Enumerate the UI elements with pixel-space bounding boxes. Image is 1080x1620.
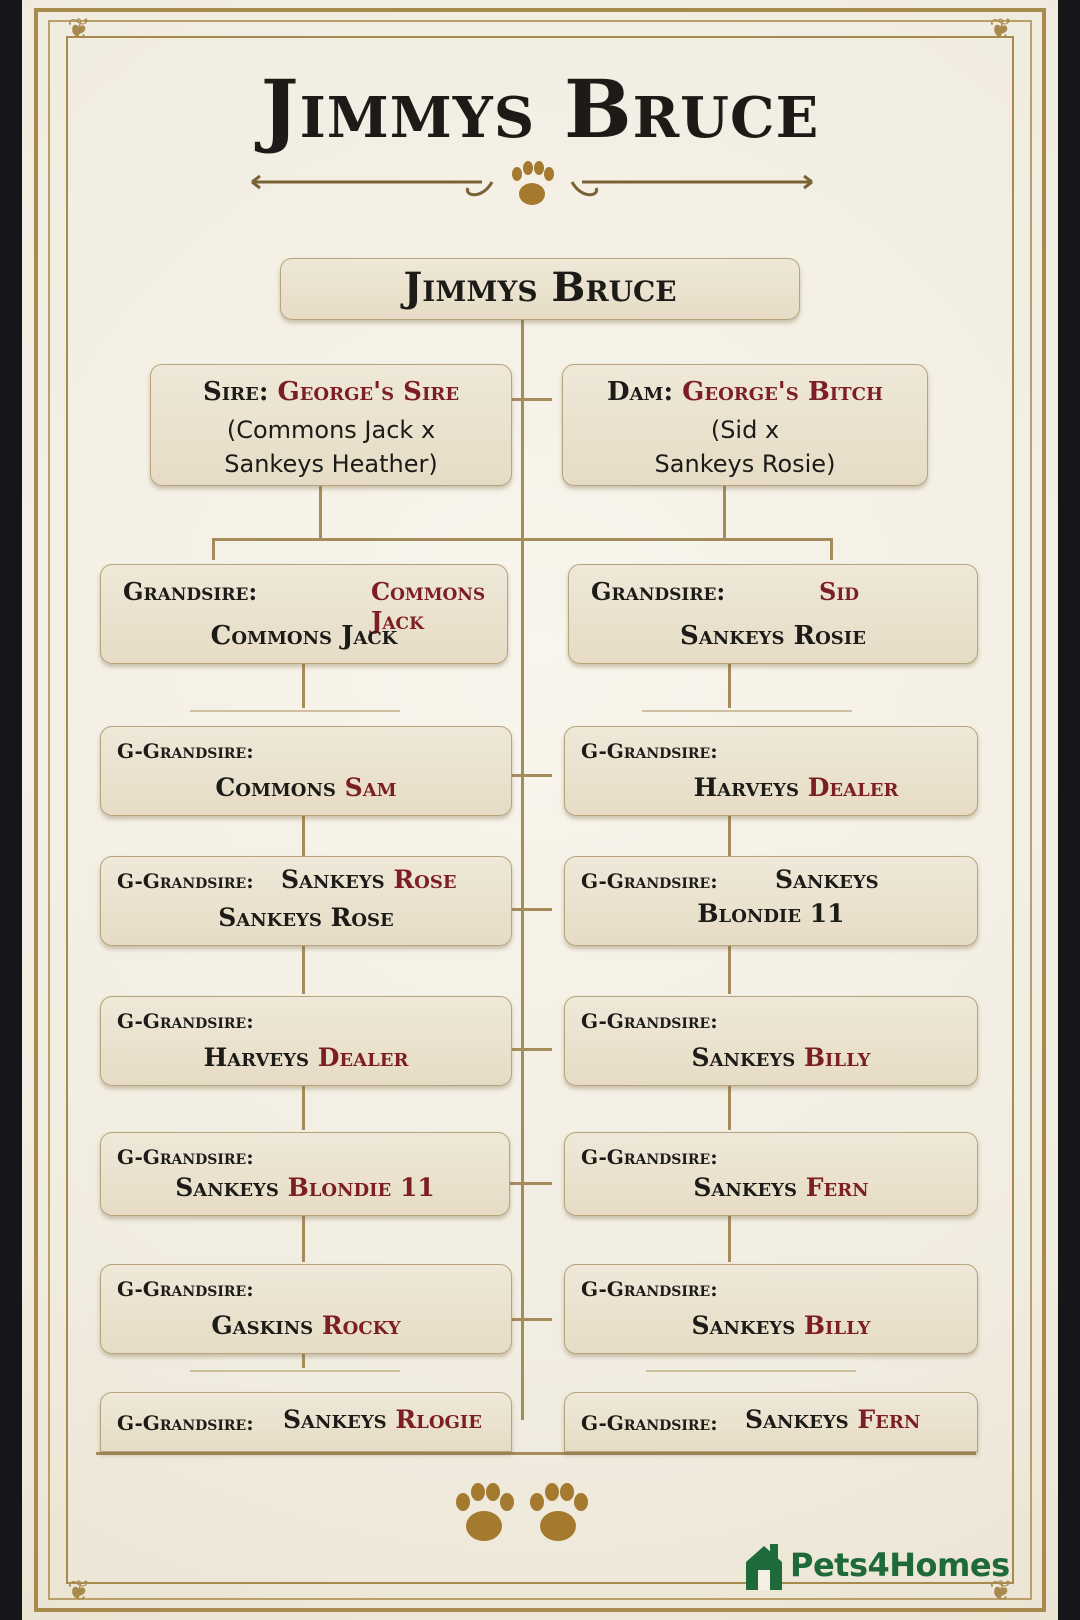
name-part: Blondie 11 <box>287 1173 435 1202</box>
grandsire-label: Grandsire: <box>591 577 726 606</box>
g-grandsire-name <box>101 1173 509 1202</box>
grandsire-name: Commons Jack <box>371 577 486 635</box>
name-part: Rlogie <box>395 1405 483 1434</box>
corner-ornament-icon: ❦ <box>989 1574 1013 1607</box>
corner-ornament-icon: ❦ <box>989 12 1013 45</box>
g-grandsire-name <box>565 773 977 802</box>
g-grandsire-name <box>101 1311 511 1340</box>
connector-line <box>302 664 305 708</box>
connector-line <box>728 664 731 708</box>
g-grandsire-label: G-Grandsire: <box>117 1277 254 1301</box>
dam-parents-line: Sankeys Rosie) <box>654 450 836 478</box>
name-part: Rocky <box>321 1311 401 1340</box>
grandsire-name: Sid <box>819 577 860 606</box>
sire-parents-line: Sankeys Heather) <box>224 450 438 478</box>
g-grandsire-node <box>100 996 512 1086</box>
connector-line <box>728 814 731 856</box>
dam-parents <box>563 413 927 481</box>
g-grandsire-name <box>565 1043 977 1072</box>
connector-line <box>212 538 832 541</box>
sire-parents <box>151 413 511 481</box>
connector-line <box>302 1354 305 1368</box>
pedigree-page <box>22 0 1058 1620</box>
connector-line <box>212 538 215 560</box>
grandsire-main-name: Commons Jack <box>210 621 398 651</box>
connector-line <box>319 486 322 538</box>
connector-line <box>302 814 305 856</box>
g-grandsire-name-second: Blondie 11 <box>697 899 845 928</box>
g-grandsire-label: G-Grandsire: <box>581 1277 718 1301</box>
name-part: Billy <box>803 1043 871 1072</box>
g-grandsire-name <box>565 1173 977 1202</box>
name-part: Gaskins <box>211 1311 314 1340</box>
trunk-line <box>521 320 524 1420</box>
name-part: Fern <box>857 1405 921 1434</box>
divider-line <box>190 710 400 712</box>
divider-ornament-icon <box>232 160 832 220</box>
connector-line <box>302 1084 305 1130</box>
name-part: Sankeys <box>745 1405 849 1434</box>
g-grandsire-node <box>564 726 978 816</box>
g-grandsire-label: G-Grandsire: <box>117 739 254 763</box>
grandsire-main-name: Sankeys Rosie <box>680 621 866 651</box>
dam-label: Dam: <box>607 377 674 407</box>
dam-node <box>562 364 928 486</box>
paw-icon <box>456 1483 514 1541</box>
connector-line <box>302 1216 305 1262</box>
grandsire-node <box>100 564 508 664</box>
name-part: Fern <box>805 1173 869 1202</box>
name-part: Rose <box>393 865 457 894</box>
grandsire-label: Grandsire: <box>123 577 258 606</box>
g-grandsire-name <box>101 1043 511 1072</box>
connector-line <box>302 946 305 994</box>
connector-line <box>723 486 726 538</box>
g-grandsire-label: G-Grandsire: <box>581 739 718 763</box>
g-grandsire-main-name: Sankeys Rose <box>218 903 394 932</box>
g-grandsire-node <box>564 1392 978 1452</box>
grandsire-node <box>568 564 978 664</box>
paw-icon <box>530 1483 588 1541</box>
g-grandsire-node <box>100 1132 510 1216</box>
g-grandsire-name <box>565 1311 977 1340</box>
g-grandsire-node <box>564 856 978 946</box>
g-grandsire-name <box>281 865 457 894</box>
g-grandsire-node <box>564 1132 978 1216</box>
dam-name: George's Bitch <box>682 377 883 407</box>
g-grandsire-label: G-Grandsire: <box>117 1009 254 1033</box>
name-part: Sam <box>344 773 397 802</box>
g-grandsire-label: G-Grandsire: <box>581 1145 718 1169</box>
connector-line <box>728 1216 731 1262</box>
name-part: Sankeys <box>175 1173 279 1202</box>
divider-line <box>642 710 852 712</box>
name-part: Harveys <box>203 1043 310 1072</box>
g-grandsire-node <box>100 856 512 946</box>
g-grandsire-name <box>101 773 511 802</box>
name-part: Sankeys <box>691 1311 796 1340</box>
name-part: Dealer <box>317 1043 409 1072</box>
sire-label: Sire: <box>202 377 269 407</box>
g-grandsire-label: G-Grandsire: <box>117 1411 254 1435</box>
g-grandsire-node <box>564 996 978 1086</box>
corner-ornament-icon: ❦ <box>67 12 91 45</box>
name-part: Sankeys <box>691 1043 796 1072</box>
divider-line <box>646 1370 856 1372</box>
g-grandsire-label: G-Grandsire: <box>581 869 718 893</box>
g-grandsire-label: G-Grandsire: <box>117 869 254 893</box>
g-grandsire-node <box>100 1264 512 1354</box>
paw-icon <box>512 161 554 205</box>
name-part: Sankeys <box>283 1405 387 1434</box>
house-logo-icon <box>742 1540 786 1592</box>
g-grandsire-node <box>100 1392 512 1452</box>
g-grandsire-name <box>283 1405 482 1434</box>
pets4homes-logo <box>742 1540 1022 1596</box>
connector-line <box>728 946 731 994</box>
brand-wordmark: Pets4Homes <box>790 1546 1010 1584</box>
g-grandsire-name <box>745 1405 920 1434</box>
g-grandsire-label: G-Grandsire: <box>581 1009 718 1033</box>
root-dog-node: Jimmys Bruce <box>280 258 800 320</box>
g-grandsire-node <box>100 726 512 816</box>
sire-name: George's Sire <box>277 377 460 407</box>
page-title: Jimmys Bruce <box>260 62 820 156</box>
sire-parents-line: (Commons Jack x <box>226 416 436 444</box>
name-part: Commons <box>215 773 336 802</box>
dam-parents-line: (Sid x <box>710 416 780 444</box>
corner-ornament-icon: ❦ <box>67 1574 91 1607</box>
name-part: Dealer <box>807 773 899 802</box>
name-part: Sankeys <box>281 865 385 894</box>
name-part: Sankeys <box>693 1173 798 1202</box>
g-grandsire-label: G-Grandsire: <box>117 1145 254 1169</box>
g-grandsire-name-first: Sankeys <box>775 865 879 894</box>
connector-line <box>830 538 833 560</box>
g-grandsire-node <box>564 1264 978 1354</box>
connector-line <box>728 1084 731 1130</box>
name-part: Billy <box>803 1311 871 1340</box>
sire-node <box>150 364 512 486</box>
g-grandsire-label: G-Grandsire: <box>581 1411 718 1435</box>
name-part: Harveys <box>693 773 800 802</box>
divider-line <box>190 1370 400 1372</box>
bottom-line <box>96 1452 976 1455</box>
